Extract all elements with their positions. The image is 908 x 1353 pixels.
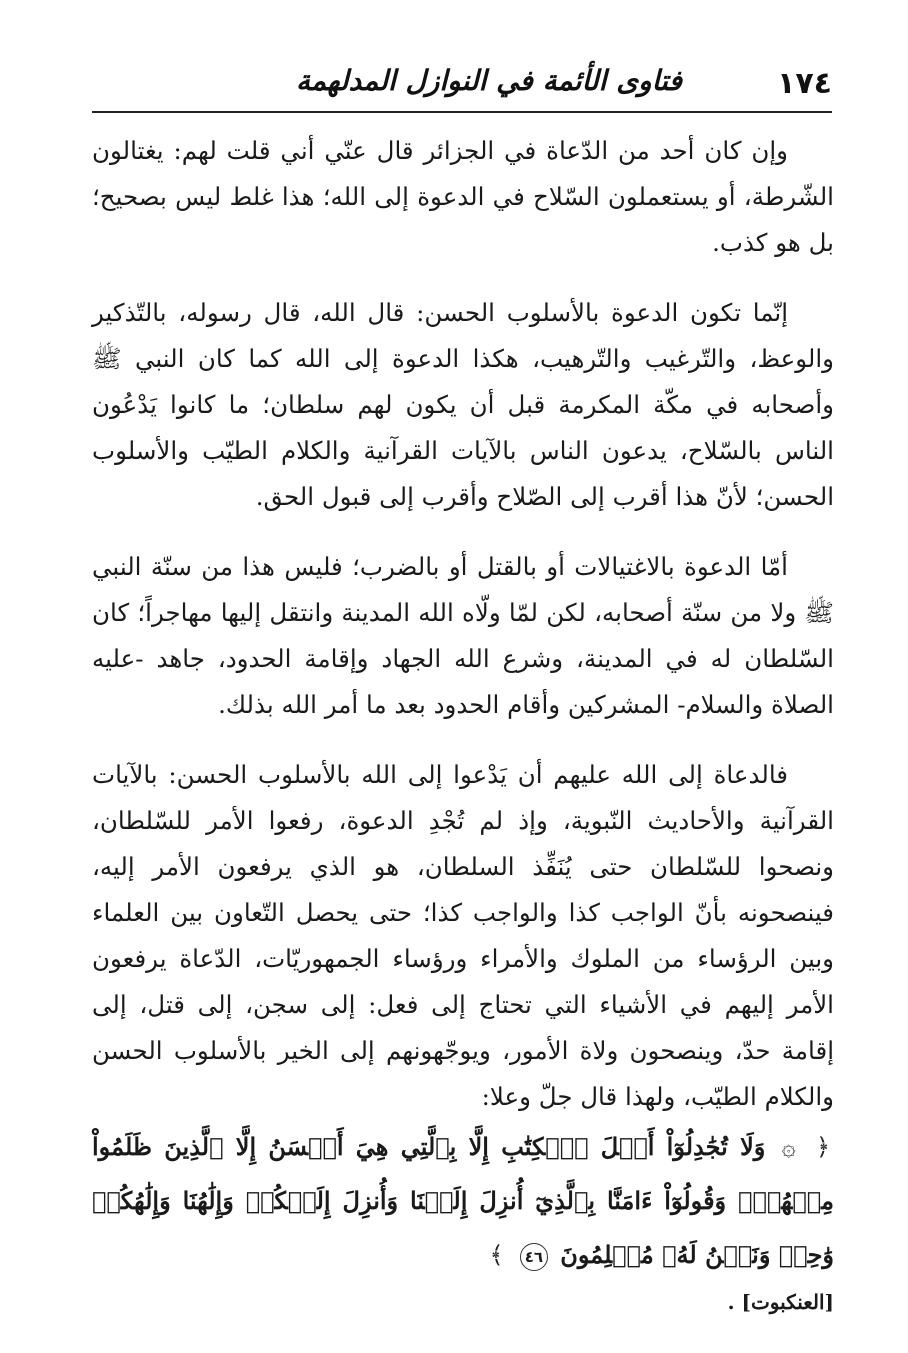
paragraph-2: إنّما تكون الدعوة بالأسلوب الحسن: قال الله، قال رسوله، بالتّذكير والوعظ، والتّرغيب والتّرهيب، هكذا الدعوة إلى الله كما كان النبي ﷺ وأصحابه في مكّة المكرمة قبل أن يكون لهم سلطان؛ ما كانوا يَدْعُون الناس بالسّلاح، يدعون الناس بالآيات القرآنية والكلام الطيّب والأسلوب الحسن؛ لأنّ هذا أقرب إلى الصّلاح وأقرب إلى قبول الحق. <box>92 298 834 511</box>
body-text <box>92 128 834 1322</box>
page-number: ١٧٤ <box>777 66 832 101</box>
quran-open-bracket: ﴿ <box>815 1133 831 1161</box>
ayah-number-marker: ٤٦ <box>520 1243 548 1271</box>
running-title: فتاوى الأئمة في النوازل المدلهمة <box>295 64 682 97</box>
surah-reference: [العنكبوت] . <box>727 1290 834 1314</box>
paragraph-4: فالدعاة إلى الله عليهم أن يَدْعوا إلى الله بالأسلوب الحسن: بالآيات القرآنية والأحاديث النّبوية، وإذ لم تُجْدِ الدعوة، رفعوا الأمر للسّلطان، ونصحوا للسّلطان حتى يُنَفِّذ السلطان، هو الذي يرفعون الأمر إليه، فينصحونه بأنّ الواجب كذا والواجب كذا؛ حتى يحصل التّعاون بين العلماء وبين الرؤساء من الملوك والأمراء ورؤساء الجمهوريّات، الدّعاة يرفعون الأمر إليهم في الأشياء التي تحتاج إلى فعل: إلى سجن، إلى قتل، إلى إقامة حدّ، وينصحون ولاة الأمور، ويوجّهونهم إلى الخير بالأسلوب الحسن والكلام الطيّب، ولهذا قال جلّ وعلا: <box>92 760 834 1111</box>
quran-verse-block <box>92 1120 834 1282</box>
quran-verse-text: وَلَا تُجَٰدِلُوٓاْ أَهۡلَ ٱلۡكِتَٰبِ إِلَّا بِٱلَّتِي هِيَ أَحۡسَنُ إِلَّا ٱلَّذِينَ ظَلَمُواْ مِنۡهُمۡۖ وَقُولُوٓاْ ءَامَنَّا بِٱلَّذِيٓ أُنزِلَ إِلَيۡنَا وَأُنزِلَ إِلَيۡكُمۡ وَإِلَٰهُنَا وَإِلَٰهُكُمۡ وَٰحِدٞ وَنَحۡنُ لَهُۥ مُسۡلِمُونَ <box>92 1132 834 1269</box>
quran-close-bracket: ﴾ <box>489 1241 504 1269</box>
paragraph-1: وإن كان أحد من الدّعاة في الجزائر قال عنّي أني قلت لهم: يغتالون الشّرطة، أو يستعملون السّلاح في الدعوة إلى الله؛ هذا غلط ليس بصحيح؛ بل هو كذب. <box>92 136 834 257</box>
sajda-star-icon: ۞ <box>781 1133 796 1161</box>
paragraph-3: أمّا الدعوة بالاغتيالات أو بالقتل أو بالضرب؛ فليس هذا من سنّة النبي ﷺ ولا من سنّة أصحابه، لكن لمّا ولّاه الله المدينة وانتقل إليها مهاجراً؛ كان السّلطان له في المدينة، وشرع الله الجهاد وإقامة الحدود، جاهد -عليه الصلاة والسلام- المشركين وأقام الحدود بعد ما أمر الله بذلك. <box>92 552 834 719</box>
header-divider <box>92 111 832 113</box>
page-header <box>92 58 832 110</box>
